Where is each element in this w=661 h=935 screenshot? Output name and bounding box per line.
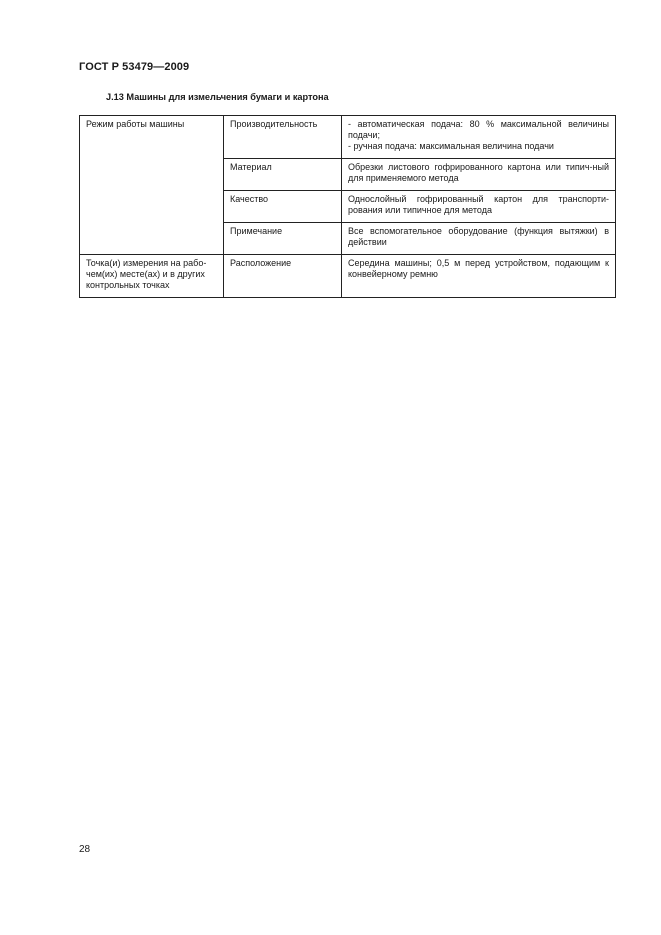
table-row <box>80 255 616 298</box>
parameter-cell: Примечание <box>224 223 342 255</box>
measurement-point-cell: Точка(и) измерения на рабо-чем(их) месте(ах) и в других контрольных точках <box>80 255 224 298</box>
measurement-conditions-table <box>79 115 616 298</box>
value-cell: Все вспомогательное оборудование (функция вытяжки) в действии <box>342 223 616 255</box>
value-line: - автоматическая подача: 80 % максимальной величины подачи; <box>348 119 609 140</box>
value-cell <box>342 116 616 159</box>
value-line: - ручная подача: максимальная величина подачи <box>348 141 554 151</box>
section-title: J.13 Машины для измельчения бумаги и картона <box>106 92 329 102</box>
parameter-cell: Производительность <box>224 116 342 159</box>
value-cell: Обрезки листового гофрированного картона или типич-ный для применяемого метода <box>342 159 616 191</box>
document-code: ГОСТ Р 53479—2009 <box>79 61 190 73</box>
parameter-cell: Расположение <box>224 255 342 298</box>
parameter-cell: Качество <box>224 191 342 223</box>
operating-mode-cell: Режим работы машины <box>80 116 224 255</box>
value-cell: Однослойный гофрированный картон для транспорти-рования или типичное для метода <box>342 191 616 223</box>
table-row <box>80 116 616 159</box>
value-cell: Середина машины; 0,5 м перед устройством, подающим к конвейерному ремню <box>342 255 616 298</box>
parameter-cell: Материал <box>224 159 342 191</box>
page-number: 28 <box>79 844 91 855</box>
